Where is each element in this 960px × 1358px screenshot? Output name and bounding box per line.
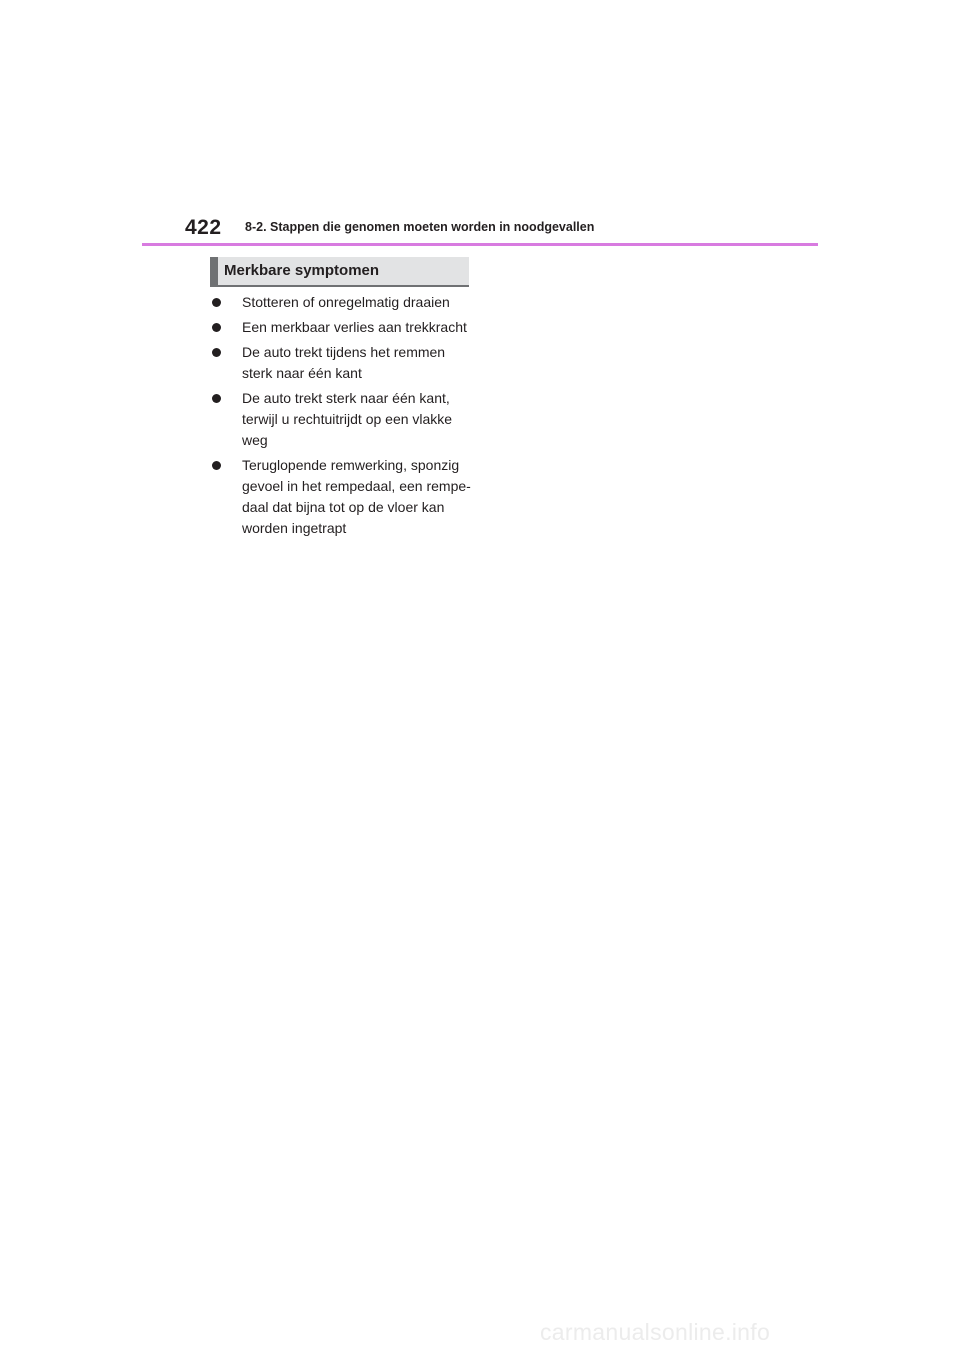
bullet-icon <box>212 461 221 470</box>
list-item <box>210 342 475 384</box>
list-item-text: Stotteren of onregelmatig draaien <box>242 294 450 310</box>
bullet-icon <box>212 394 221 403</box>
bullet-icon <box>212 298 221 307</box>
list-item <box>210 317 475 338</box>
watermark: carmanualsonline.info <box>540 1319 771 1345</box>
symptom-list <box>210 292 475 543</box>
bullet-icon <box>212 323 221 332</box>
bullet-icon <box>212 348 221 357</box>
section-title: Merkbare symptomen <box>224 262 380 279</box>
list-item-text: Teruglopende remwerking, sponzig gevoel in het rempedaal, een rempe-daal dat bijna tot op de vloer kan worden ingetrapt <box>242 457 471 536</box>
chapter-title: 8-2. Stappen die genomen moeten worden in noodgevallen <box>245 220 595 234</box>
list-item <box>210 292 475 313</box>
list-item-text: De auto trekt sterk naar één kant, terwijl u rechtuitrijdt op een vlakke weg <box>242 390 453 448</box>
page-number: 422 <box>185 216 222 239</box>
section-header-accent-bar <box>210 257 218 285</box>
header-divider <box>142 243 818 246</box>
list-item <box>210 455 475 539</box>
section-header <box>210 257 469 287</box>
list-item-text: De auto trekt tijdens het remmen sterk naar één kant <box>242 344 446 381</box>
list-item-text: Een merkbaar verlies aan trekkracht <box>242 319 467 335</box>
list-item <box>210 388 475 451</box>
